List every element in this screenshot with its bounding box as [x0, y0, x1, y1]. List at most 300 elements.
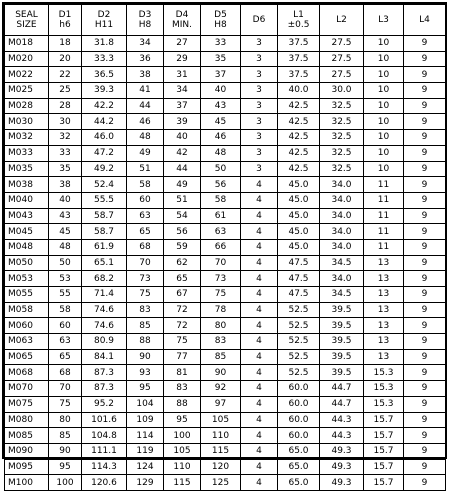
table-cell-d2: 55.5 [82, 192, 127, 208]
table-cell-seal-size: M048 [5, 239, 49, 255]
table-cell-d6: 4 [241, 459, 278, 475]
table-cell-d2: 39.3 [82, 83, 127, 99]
table-row [5, 67, 446, 83]
table-cell-d2: 33.3 [82, 51, 127, 67]
table-cell-d4: 95 [164, 412, 201, 428]
table-cell-d1: 65 [49, 349, 82, 365]
table-cell-d5: 97 [201, 396, 241, 412]
table-cell-d1: 55 [49, 287, 82, 303]
table-cell-d5: 58 [201, 192, 241, 208]
table-cell-d1: 33 [49, 145, 82, 161]
table-cell-d1: 32 [49, 130, 82, 146]
table-cell-d3: 95 [127, 381, 164, 397]
table-cell-l4: 9 [404, 365, 446, 381]
table-cell-d1: 22 [49, 67, 82, 83]
table-cell-seal-size: M033 [5, 145, 49, 161]
table-cell-l4: 9 [404, 287, 446, 303]
table-cell-l2: 49.3 [320, 459, 364, 475]
table-cell-l2: 30.0 [320, 83, 364, 99]
table-cell-l2: 34.5 [320, 287, 364, 303]
table-cell-seal-size: M068 [5, 365, 49, 381]
table-cell-d3: 34 [127, 36, 164, 52]
column-header-l4 [404, 5, 446, 36]
table-row [5, 318, 446, 334]
table-cell-d5: 50 [201, 161, 241, 177]
table-row [5, 161, 446, 177]
table-cell-l1: 47.5 [278, 287, 320, 303]
table-cell-d6: 4 [241, 443, 278, 459]
table-cell-d2: 114.3 [82, 459, 127, 475]
table-cell-d6: 4 [241, 396, 278, 412]
table-row [5, 349, 446, 365]
table-cell-d3: 58 [127, 177, 164, 193]
table-cell-seal-size: M035 [5, 161, 49, 177]
table-row [5, 224, 446, 240]
table-cell-l3: 10 [364, 51, 404, 67]
table-cell-d4: 115 [164, 475, 201, 491]
table-cell-seal-size: M032 [5, 130, 49, 146]
table-row [5, 114, 446, 130]
table-cell-d2: 31.8 [82, 36, 127, 52]
table-cell-l2: 39.5 [320, 365, 364, 381]
table-cell-l3: 10 [364, 114, 404, 130]
table-cell-d6: 4 [241, 412, 278, 428]
table-cell-d2: 71.4 [82, 287, 127, 303]
column-header-label: D6 [252, 15, 266, 25]
table-cell-d2: 74.6 [82, 302, 127, 318]
table-cell-l1: 60.0 [278, 396, 320, 412]
table-cell-l3: 13 [364, 334, 404, 350]
table-cell-d1: 60 [49, 318, 82, 334]
column-header-d2 [82, 5, 127, 36]
table-cell-d1: 43 [49, 208, 82, 224]
table-cell-l4: 9 [404, 36, 446, 52]
table-cell-l1: 42.5 [278, 145, 320, 161]
table-cell-seal-size: M020 [5, 51, 49, 67]
table-cell-d6: 4 [241, 381, 278, 397]
table-cell-d6: 4 [241, 302, 278, 318]
table-cell-l3: 13 [364, 287, 404, 303]
table-cell-l2: 44.7 [320, 396, 364, 412]
table-cell-d6: 4 [241, 287, 278, 303]
table-cell-d3: 38 [127, 67, 164, 83]
table-cell-l3: 15.7 [364, 475, 404, 491]
table-cell-l1: 52.5 [278, 302, 320, 318]
table-cell-d5: 80 [201, 318, 241, 334]
table-cell-l4: 9 [404, 51, 446, 67]
table-cell-l4: 9 [404, 334, 446, 350]
table-cell-d4: 54 [164, 208, 201, 224]
table-cell-l2: 32.5 [320, 130, 364, 146]
column-header-d4 [164, 5, 201, 36]
table-cell-d2: 52.4 [82, 177, 127, 193]
table-cell-d4: 75 [164, 334, 201, 350]
table-cell-d4: 31 [164, 67, 201, 83]
table-row [5, 51, 446, 67]
table-row [5, 192, 446, 208]
table-cell-d3: 73 [127, 271, 164, 287]
table-cell-l2: 49.3 [320, 475, 364, 491]
table-cell-d3: 109 [127, 412, 164, 428]
table-cell-d2: 46.0 [82, 130, 127, 146]
table-cell-l2: 44.3 [320, 412, 364, 428]
column-header-sublabel: ±0.5 [287, 20, 310, 30]
table-cell-d3: 83 [127, 302, 164, 318]
column-header-label: L1 [293, 10, 304, 20]
table-cell-d1: 38 [49, 177, 82, 193]
table-cell-d6: 4 [241, 177, 278, 193]
table-cell-l1: 65.0 [278, 475, 320, 491]
table-cell-d1: 45 [49, 224, 82, 240]
table-body [5, 36, 446, 491]
table-cell-l1: 47.5 [278, 271, 320, 287]
table-cell-d2: 49.2 [82, 161, 127, 177]
table-cell-d1: 58 [49, 302, 82, 318]
table-cell-l4: 9 [404, 318, 446, 334]
table-cell-l1: 45.0 [278, 239, 320, 255]
table-cell-d1: 35 [49, 161, 82, 177]
table-cell-d6: 4 [241, 271, 278, 287]
table-cell-l3: 13 [364, 318, 404, 334]
table-row [5, 412, 446, 428]
table-cell-l1: 45.0 [278, 192, 320, 208]
table-row [5, 83, 446, 99]
table-cell-d2: 44.2 [82, 114, 127, 130]
table-row [5, 302, 446, 318]
table-cell-d2: 36.5 [82, 67, 127, 83]
table-cell-d6: 3 [241, 145, 278, 161]
table-cell-d6: 3 [241, 161, 278, 177]
table-cell-d3: 114 [127, 428, 164, 444]
table-cell-l4: 9 [404, 224, 446, 240]
column-header-label: D1 [58, 10, 72, 20]
table-cell-l2: 39.5 [320, 318, 364, 334]
table-cell-l1: 37.5 [278, 51, 320, 67]
table-cell-l3: 15.3 [364, 365, 404, 381]
table-cell-d2: 58.7 [82, 224, 127, 240]
table-cell-l4: 9 [404, 396, 446, 412]
table-cell-d4: 51 [164, 192, 201, 208]
table-cell-l1: 37.5 [278, 36, 320, 52]
table-cell-d2: 87.3 [82, 365, 127, 381]
column-header-label: L3 [378, 15, 389, 25]
table-cell-d6: 4 [241, 224, 278, 240]
table-cell-d6: 4 [241, 318, 278, 334]
table-cell-d3: 88 [127, 334, 164, 350]
table-cell-d4: 40 [164, 130, 201, 146]
column-header-sublabel: H8 [214, 20, 227, 30]
table-cell-d6: 4 [241, 428, 278, 444]
table-cell-l1: 42.5 [278, 130, 320, 146]
table-cell-l2: 32.5 [320, 114, 364, 130]
column-header-sublabel: MIN. [171, 20, 192, 30]
table-cell-d6: 3 [241, 114, 278, 130]
table-cell-d2: 87.3 [82, 381, 127, 397]
table-cell-d2: 65.1 [82, 255, 127, 271]
table-cell-d6: 4 [241, 365, 278, 381]
table-cell-l3: 10 [364, 83, 404, 99]
table-cell-d3: 36 [127, 51, 164, 67]
table-row [5, 145, 446, 161]
table-cell-l1: 60.0 [278, 412, 320, 428]
table-cell-l2: 34.0 [320, 239, 364, 255]
table-cell-d1: 70 [49, 381, 82, 397]
table-cell-l2: 32.5 [320, 98, 364, 114]
table-cell-d1: 100 [49, 475, 82, 491]
table-cell-l1: 45.0 [278, 208, 320, 224]
table-row [5, 459, 446, 475]
table-row [5, 255, 446, 271]
table-cell-d6: 3 [241, 51, 278, 67]
table-cell-d5: 33 [201, 36, 241, 52]
table-cell-l1: 45.0 [278, 177, 320, 193]
table-cell-l3: 15.7 [364, 412, 404, 428]
table-cell-seal-size: M028 [5, 98, 49, 114]
column-header-d3 [127, 5, 164, 36]
table-cell-d1: 85 [49, 428, 82, 444]
table-cell-l4: 9 [404, 208, 446, 224]
table-cell-d4: 67 [164, 287, 201, 303]
table-row [5, 428, 446, 444]
table-cell-d4: 72 [164, 302, 201, 318]
table-cell-l4: 9 [404, 192, 446, 208]
table-row [5, 271, 446, 287]
table-cell-l4: 9 [404, 412, 446, 428]
table-cell-l3: 11 [364, 239, 404, 255]
table-cell-l4: 9 [404, 255, 446, 271]
table-cell-l3: 13 [364, 349, 404, 365]
table-cell-d6: 3 [241, 36, 278, 52]
table-cell-l3: 11 [364, 192, 404, 208]
table-cell-seal-size: M070 [5, 381, 49, 397]
table-cell-l2: 32.5 [320, 145, 364, 161]
table-cell-d3: 41 [127, 83, 164, 99]
table-cell-l1: 45.0 [278, 224, 320, 240]
table-cell-d6: 4 [241, 349, 278, 365]
table-cell-d5: 125 [201, 475, 241, 491]
table-cell-d1: 80 [49, 412, 82, 428]
table-cell-l1: 65.0 [278, 459, 320, 475]
table-cell-d5: 40 [201, 83, 241, 99]
table-cell-l2: 32.5 [320, 161, 364, 177]
table-row [5, 239, 446, 255]
table-cell-d4: 88 [164, 396, 201, 412]
table-cell-d4: 81 [164, 365, 201, 381]
table-cell-l1: 52.5 [278, 349, 320, 365]
table-cell-d3: 119 [127, 443, 164, 459]
table-cell-d1: 68 [49, 365, 82, 381]
table-cell-d2: 61.9 [82, 239, 127, 255]
table-cell-d5: 48 [201, 145, 241, 161]
table-cell-l2: 34.0 [320, 192, 364, 208]
table-cell-l1: 60.0 [278, 381, 320, 397]
table-cell-d4: 37 [164, 98, 201, 114]
table-cell-l1: 52.5 [278, 334, 320, 350]
table-cell-d1: 48 [49, 239, 82, 255]
table-cell-l4: 9 [404, 381, 446, 397]
table-cell-l1: 60.0 [278, 428, 320, 444]
table-cell-l3: 10 [364, 67, 404, 83]
table-cell-l3: 10 [364, 98, 404, 114]
table-cell-d6: 3 [241, 67, 278, 83]
table-cell-d4: 65 [164, 271, 201, 287]
table-cell-l4: 9 [404, 177, 446, 193]
table-cell-d5: 120 [201, 459, 241, 475]
table-row [5, 443, 446, 459]
table-cell-d2: 95.2 [82, 396, 127, 412]
table-cell-l1: 40.0 [278, 83, 320, 99]
table-cell-l3: 13 [364, 271, 404, 287]
table-cell-d4: 83 [164, 381, 201, 397]
table-cell-l3: 11 [364, 208, 404, 224]
table-cell-d5: 56 [201, 177, 241, 193]
table-cell-d4: 56 [164, 224, 201, 240]
table-row [5, 396, 446, 412]
table-cell-d3: 51 [127, 161, 164, 177]
table-cell-d6: 4 [241, 208, 278, 224]
column-header-label: D4 [175, 10, 189, 20]
table-cell-d2: 74.6 [82, 318, 127, 334]
table-cell-l4: 9 [404, 349, 446, 365]
table-row [5, 98, 446, 114]
table-cell-l2: 39.5 [320, 349, 364, 365]
table-row [5, 36, 446, 52]
table-cell-d5: 110 [201, 428, 241, 444]
table-cell-l1: 65.0 [278, 443, 320, 459]
column-header-sublabel: h6 [59, 20, 71, 30]
column-header-label: D5 [214, 10, 227, 20]
table-cell-d6: 3 [241, 83, 278, 99]
table-cell-seal-size: M040 [5, 192, 49, 208]
table-cell-d2: 104.8 [82, 428, 127, 444]
column-header-sublabel: H11 [94, 20, 114, 30]
table-cell-d5: 46 [201, 130, 241, 146]
table-cell-d1: 95 [49, 459, 82, 475]
table-cell-d2: 42.2 [82, 98, 127, 114]
table-cell-d2: 47.2 [82, 145, 127, 161]
table-cell-d3: 93 [127, 365, 164, 381]
table-cell-seal-size: M060 [5, 318, 49, 334]
table-cell-d5: 115 [201, 443, 241, 459]
table-cell-d1: 28 [49, 98, 82, 114]
table-cell-l2: 34.0 [320, 271, 364, 287]
table-cell-d1: 53 [49, 271, 82, 287]
table-cell-l2: 39.5 [320, 302, 364, 318]
table-row [5, 287, 446, 303]
table-cell-d1: 63 [49, 334, 82, 350]
seal-dimensions-table [4, 4, 446, 491]
table-cell-d5: 61 [201, 208, 241, 224]
column-header-sublabel: SIZE [16, 20, 37, 30]
table-cell-l4: 9 [404, 130, 446, 146]
table-cell-d5: 73 [201, 271, 241, 287]
column-header-sublabel: H8 [138, 20, 152, 30]
table-cell-l2: 34.0 [320, 224, 364, 240]
table-cell-d3: 65 [127, 224, 164, 240]
table-cell-seal-size: M025 [5, 83, 49, 99]
column-header-d6 [241, 5, 278, 36]
table-row [5, 475, 446, 491]
table-cell-d5: 43 [201, 98, 241, 114]
table-cell-d4: 49 [164, 177, 201, 193]
table-cell-l3: 11 [364, 177, 404, 193]
table-cell-l1: 42.5 [278, 98, 320, 114]
table-cell-d4: 77 [164, 349, 201, 365]
table-cell-l4: 9 [404, 271, 446, 287]
table-cell-d6: 3 [241, 130, 278, 146]
column-header-d1 [49, 5, 82, 36]
table-cell-l3: 10 [364, 130, 404, 146]
table-cell-l4: 9 [404, 475, 446, 491]
table-cell-l4: 9 [404, 145, 446, 161]
column-header-label: D2 [97, 10, 111, 20]
table-cell-seal-size: M065 [5, 349, 49, 365]
table-cell-d6: 4 [241, 239, 278, 255]
table-cell-d4: 44 [164, 161, 201, 177]
table-cell-d3: 46 [127, 114, 164, 130]
table-cell-d6: 4 [241, 334, 278, 350]
table-cell-d5: 63 [201, 224, 241, 240]
table-cell-seal-size: M100 [5, 475, 49, 491]
table-cell-l3: 11 [364, 224, 404, 240]
table-cell-l2: 27.5 [320, 67, 364, 83]
table-cell-l1: 37.5 [278, 67, 320, 83]
table-cell-seal-size: M085 [5, 428, 49, 444]
table-cell-l4: 9 [404, 83, 446, 99]
table-cell-seal-size: M053 [5, 271, 49, 287]
table-cell-l3: 15.7 [364, 459, 404, 475]
table-cell-l3: 15.7 [364, 428, 404, 444]
table-cell-d4: 105 [164, 443, 201, 459]
table-cell-seal-size: M080 [5, 412, 49, 428]
table-cell-l4: 9 [404, 98, 446, 114]
table-cell-d1: 30 [49, 114, 82, 130]
table-cell-d4: 27 [164, 36, 201, 52]
table-cell-l4: 9 [404, 302, 446, 318]
table-cell-d1: 25 [49, 83, 82, 99]
table-row [5, 130, 446, 146]
table-cell-d2: 58.7 [82, 208, 127, 224]
table-cell-l2: 34.5 [320, 255, 364, 271]
table-cell-d2: 101.6 [82, 412, 127, 428]
table-cell-l3: 10 [364, 145, 404, 161]
table-cell-d3: 124 [127, 459, 164, 475]
table-cell-l3: 13 [364, 255, 404, 271]
table-cell-d1: 40 [49, 192, 82, 208]
table-cell-l1: 42.5 [278, 161, 320, 177]
table-cell-l4: 9 [404, 459, 446, 475]
table-cell-d3: 85 [127, 318, 164, 334]
table-cell-l3: 13 [364, 302, 404, 318]
table-cell-l2: 39.5 [320, 334, 364, 350]
table-cell-d4: 110 [164, 459, 201, 475]
table-cell-d2: 68.2 [82, 271, 127, 287]
table-cell-l4: 9 [404, 428, 446, 444]
table-cell-d3: 129 [127, 475, 164, 491]
column-header-d5 [201, 5, 241, 36]
table-cell-d6: 3 [241, 98, 278, 114]
table-cell-d3: 49 [127, 145, 164, 161]
table-row [5, 208, 446, 224]
table-cell-seal-size: M095 [5, 459, 49, 475]
table-cell-d1: 90 [49, 443, 82, 459]
table-cell-l1: 52.5 [278, 318, 320, 334]
table-cell-d3: 104 [127, 396, 164, 412]
table-cell-l4: 9 [404, 161, 446, 177]
table-cell-d2: 84.1 [82, 349, 127, 365]
table-cell-d5: 92 [201, 381, 241, 397]
table-cell-seal-size: M038 [5, 177, 49, 193]
